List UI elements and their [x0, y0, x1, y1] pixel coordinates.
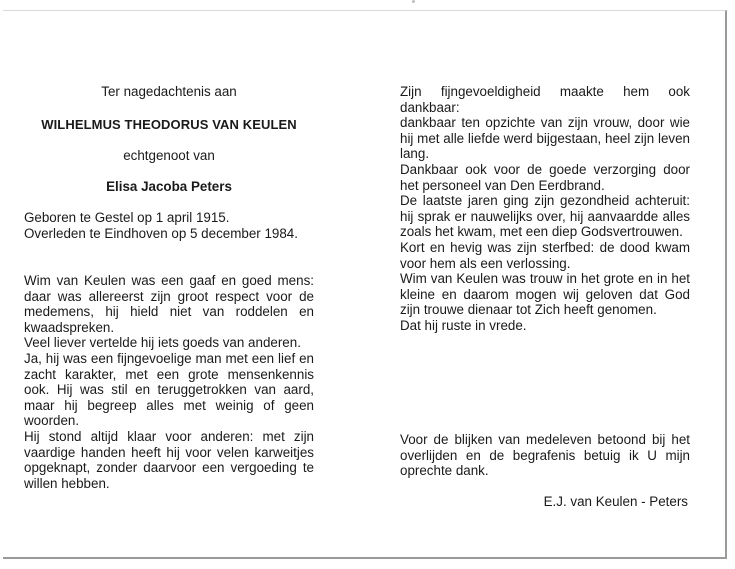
- reflection-paragraph: dankbaar ten opzichte van zijn vrouw, door wie hij met alle liefde werd bijgestaan, heel zijn leven lang.: [400, 115, 690, 162]
- spouse-name: Elisa Jacoba Peters: [106, 179, 232, 194]
- reflection-paragraph: Dankbaar ook voor de goede verzorging door het personeel van Den Eerdbrand.: [400, 161, 690, 193]
- signature: E.J. van Keulen - Peters: [543, 494, 688, 509]
- bio-paragraph: Wim van Keulen was een gaaf en goed mens: daar was allereerst zijn groot respect voor de medemens, hij hield niet van roddelen en kwaadspreken.: [24, 273, 314, 335]
- memorial-intro: Ter nagedachtenis aan: [101, 84, 237, 99]
- reflection-paragraph: Dat hij ruste in vrede.: [400, 317, 527, 333]
- death-line: Overleden te Eindhoven op 5 december 1984.: [24, 225, 298, 241]
- bio-paragraph: Ja, hij was een fijngevoelige man met een lief en zacht karakter, met een grote mensenkennis ook. Hij was stil en teruggetrokken van aard, maar hij begreep alles met weinig of geen woorden.: [24, 350, 314, 429]
- spouse-intro: echtgenoot van: [123, 148, 215, 163]
- deceased-name: WILHELMUS THEODORUS VAN KEULEN: [41, 117, 297, 132]
- biography: [24, 273, 314, 491]
- bio-paragraph: Veel liever vertelde hij iets goeds van anderen.: [24, 335, 301, 351]
- life-dates: [24, 210, 314, 241]
- thanks-note: Voor de blijken van medeleven betoond bij het overlijden en de begrafenis betuig ik U mijn oprechte dank.: [400, 432, 690, 479]
- birth-line: Geboren te Gestel op 1 april 1915.: [24, 210, 230, 225]
- bio-paragraph: Hij stond altijd klaar voor anderen: met zijn vaardige handen heeft hij voor velen karweitjes opgeknapt, zonder daarvoor een vergoeding te willen hebben.: [24, 428, 314, 491]
- reflection-paragraph: De laatste jaren ging zijn gezondheid achteruit: hij sprak er nauwelijks over, hij aanvaardde alles zoals het kwam, met een diep Godsvertrouwen.: [400, 193, 690, 240]
- fold-mark: [412, 0, 415, 3]
- reflection-paragraph: Kort en hevig was zijn sterfbed: de dood kwam voor hem als een verlossing.: [400, 239, 690, 271]
- reflection-paragraph: Zijn fijngevoeldigheid maakte hem ook dankbaar:: [400, 84, 690, 115]
- reflection-paragraph: Wim van Keulen was trouw in het grote en in het kleine en daarom mogen wij geloven dat God zijn trouwe dienaar tot Zich heeft genomen.: [400, 271, 690, 318]
- reflection-text: [400, 84, 690, 334]
